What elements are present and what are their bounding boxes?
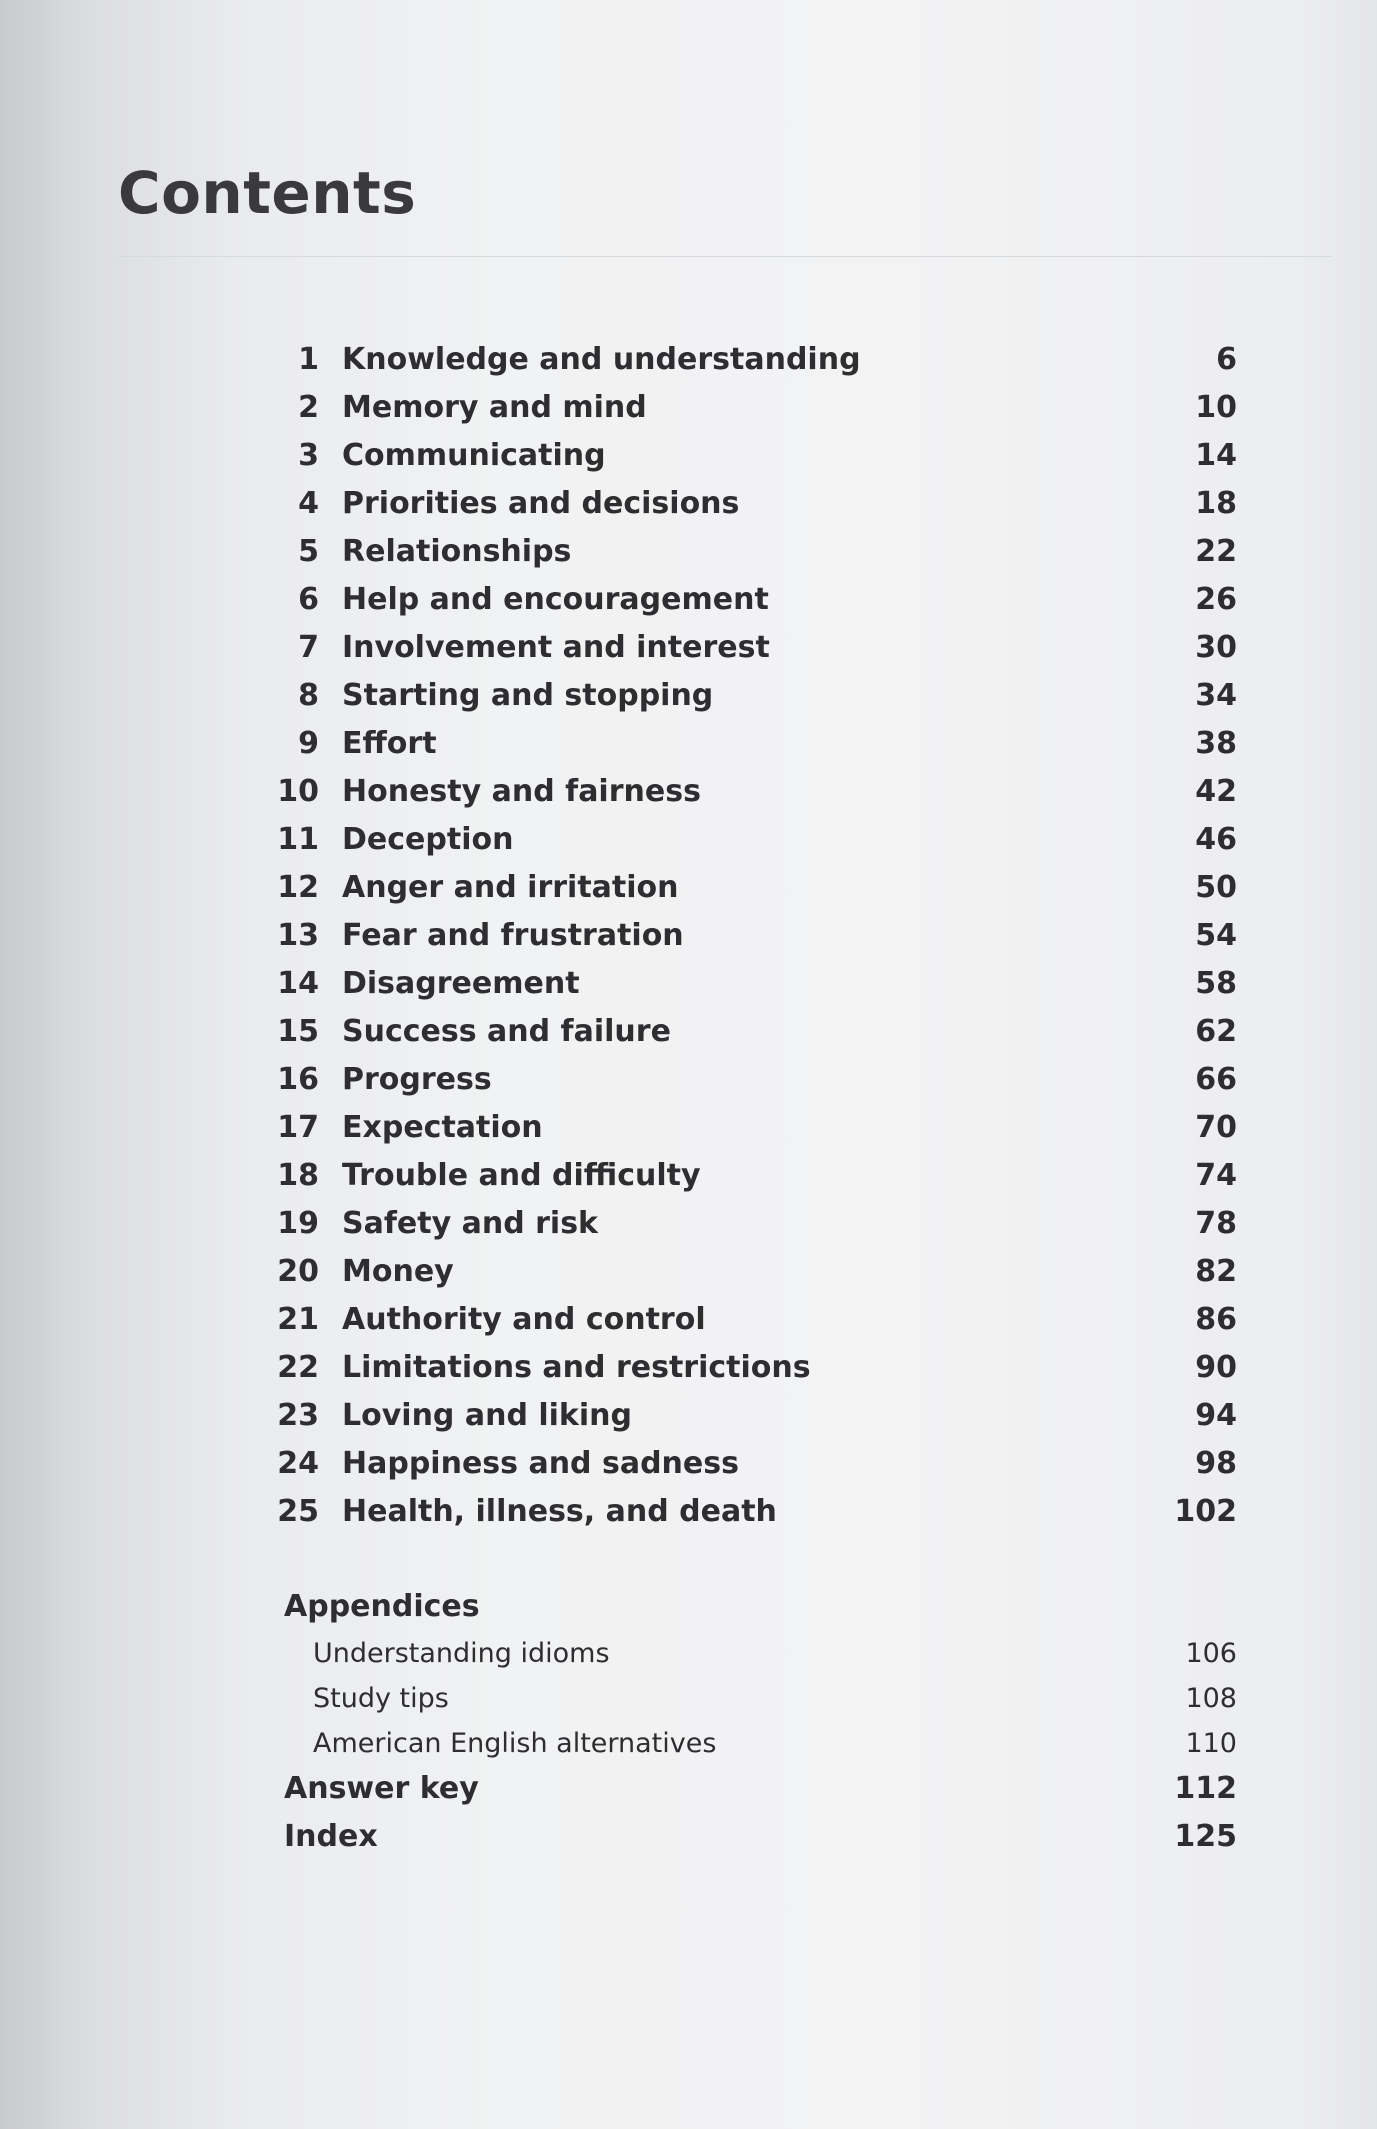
- appendix-title: Study tips: [313, 1683, 449, 1714]
- toc-section-appendices[interactable]: [0, 1585, 1377, 1629]
- unit-number: 24: [277, 1446, 319, 1481]
- unit-number: 15: [277, 1014, 319, 1049]
- page-number: 98: [1195, 1446, 1237, 1481]
- toc-entry-unit-20[interactable]: [0, 1250, 1377, 1294]
- unit-title: Effort: [342, 726, 437, 761]
- unit-title: Help and encouragement: [342, 582, 769, 617]
- page-number: 30: [1195, 630, 1237, 665]
- unit-number: 5: [298, 534, 319, 569]
- unit-number: 1: [298, 342, 319, 377]
- unit-title: Honesty and fairness: [342, 774, 701, 809]
- section-title: Appendices: [284, 1589, 480, 1624]
- unit-number: 19: [277, 1206, 319, 1241]
- page-number: 6: [1216, 342, 1237, 377]
- toc-entry-unit-1[interactable]: [0, 338, 1377, 382]
- toc-entry-unit-18[interactable]: [0, 1154, 1377, 1198]
- page-number: 102: [1174, 1494, 1237, 1529]
- page-number: 74: [1195, 1158, 1237, 1193]
- toc-entry-unit-14[interactable]: [0, 962, 1377, 1006]
- appendix-title: Understanding idioms: [313, 1638, 610, 1669]
- unit-title: Money: [342, 1254, 454, 1289]
- toc-entry-unit-11[interactable]: [0, 818, 1377, 862]
- unit-title: Memory and mind: [342, 390, 647, 425]
- page-number: 78: [1195, 1206, 1237, 1241]
- unit-title: Progress: [342, 1062, 492, 1097]
- page-number: 50: [1195, 870, 1237, 905]
- page-number: 34: [1195, 678, 1237, 713]
- section-title: Answer key: [284, 1771, 479, 1806]
- unit-number: 23: [277, 1398, 319, 1433]
- toc-entry-appendix-2[interactable]: [0, 1677, 1377, 1721]
- toc-entry-unit-12[interactable]: [0, 866, 1377, 910]
- unit-number: 18: [277, 1158, 319, 1193]
- unit-number: 17: [277, 1110, 319, 1145]
- toc-entry-unit-23[interactable]: [0, 1394, 1377, 1438]
- page-number: 82: [1195, 1254, 1237, 1289]
- unit-title: Expectation: [342, 1110, 543, 1145]
- unit-title: Starting and stopping: [342, 678, 714, 713]
- unit-title: Involvement and interest: [342, 630, 770, 665]
- toc-entry-unit-21[interactable]: [0, 1298, 1377, 1342]
- unit-number: 11: [277, 822, 319, 857]
- page-number: 70: [1195, 1110, 1237, 1145]
- toc-entry-unit-16[interactable]: [0, 1058, 1377, 1102]
- page-number: 58: [1195, 966, 1237, 1001]
- page-number: 86: [1195, 1302, 1237, 1337]
- page-number: 54: [1195, 918, 1237, 953]
- unit-number: 7: [298, 630, 319, 665]
- page-title: Contents: [118, 159, 417, 227]
- toc-entry-unit-9[interactable]: [0, 722, 1377, 766]
- toc-entry-unit-24[interactable]: [0, 1442, 1377, 1486]
- page-number: 66: [1195, 1062, 1237, 1097]
- unit-number: 4: [298, 486, 319, 521]
- unit-number: 13: [277, 918, 319, 953]
- toc-entry-unit-5[interactable]: [0, 530, 1377, 574]
- page-number: 62: [1195, 1014, 1237, 1049]
- unit-title: Safety and risk: [342, 1206, 598, 1241]
- toc-entry-appendix-3[interactable]: [0, 1722, 1377, 1766]
- toc-entry-unit-3[interactable]: [0, 434, 1377, 478]
- unit-number: 20: [277, 1254, 319, 1289]
- unit-title: Relationships: [342, 534, 572, 569]
- section-title: Index: [284, 1819, 378, 1854]
- page-number: 38: [1195, 726, 1237, 761]
- unit-title: Success and failure: [342, 1014, 671, 1049]
- toc-section-answer-key[interactable]: [0, 1767, 1377, 1811]
- unit-number: 22: [277, 1350, 319, 1385]
- appendix-title: American English alternatives: [313, 1728, 717, 1759]
- toc-entry-unit-13[interactable]: [0, 914, 1377, 958]
- page-number: 108: [1185, 1683, 1237, 1714]
- page-number: 90: [1195, 1350, 1237, 1385]
- page-number: 22: [1195, 534, 1237, 569]
- toc-entry-unit-7[interactable]: [0, 626, 1377, 670]
- toc-entry-unit-6[interactable]: [0, 578, 1377, 622]
- unit-title: Disagreement: [342, 966, 580, 1001]
- page-number: 112: [1174, 1771, 1237, 1806]
- page-number: 94: [1195, 1398, 1237, 1433]
- toc-entry-appendix-1[interactable]: [0, 1632, 1377, 1676]
- unit-title: Trouble and difficulty: [342, 1158, 701, 1193]
- toc-entry-unit-15[interactable]: [0, 1010, 1377, 1054]
- unit-number: 14: [277, 966, 319, 1001]
- toc-section-index[interactable]: [0, 1815, 1377, 1859]
- toc-entry-unit-10[interactable]: [0, 770, 1377, 814]
- unit-number: 8: [298, 678, 319, 713]
- unit-number: 25: [277, 1494, 319, 1529]
- unit-number: 6: [298, 582, 319, 617]
- page-number: 125: [1174, 1819, 1237, 1854]
- unit-title: Limitations and restrictions: [342, 1350, 811, 1385]
- unit-number: 21: [277, 1302, 319, 1337]
- unit-number: 3: [298, 438, 319, 473]
- unit-title: Communicating: [342, 438, 606, 473]
- page-number: 18: [1195, 486, 1237, 521]
- page-number: 26: [1195, 582, 1237, 617]
- page-number: 42: [1195, 774, 1237, 809]
- page-number: 106: [1185, 1638, 1237, 1669]
- page-number: 14: [1195, 438, 1237, 473]
- unit-title: Loving and liking: [342, 1398, 632, 1433]
- unit-title: Authority and control: [342, 1302, 706, 1337]
- unit-number: 9: [298, 726, 319, 761]
- unit-title: Priorities and decisions: [342, 486, 740, 521]
- toc-entry-unit-19[interactable]: [0, 1202, 1377, 1246]
- toc-entry-unit-2[interactable]: [0, 386, 1377, 430]
- unit-title: Health, illness, and death: [342, 1494, 777, 1529]
- page-number: 46: [1195, 822, 1237, 857]
- unit-number: 2: [298, 390, 319, 425]
- unit-title: Happiness and sadness: [342, 1446, 739, 1481]
- unit-number: 10: [277, 774, 319, 809]
- toc-entry-unit-17[interactable]: [0, 1106, 1377, 1150]
- unit-title: Anger and irritation: [342, 870, 679, 905]
- unit-title: Knowledge and understanding: [342, 342, 861, 377]
- toc-entry-unit-22[interactable]: [0, 1346, 1377, 1390]
- page-number: 110: [1185, 1728, 1237, 1759]
- toc-entry-unit-8[interactable]: [0, 674, 1377, 718]
- unit-title: Deception: [342, 822, 514, 857]
- unit-number: 12: [277, 870, 319, 905]
- toc-entry-unit-4[interactable]: [0, 482, 1377, 526]
- toc-entry-unit-25[interactable]: [0, 1490, 1377, 1534]
- unit-title: Fear and frustration: [342, 918, 684, 953]
- page-number: 10: [1195, 390, 1237, 425]
- unit-number: 16: [277, 1062, 319, 1097]
